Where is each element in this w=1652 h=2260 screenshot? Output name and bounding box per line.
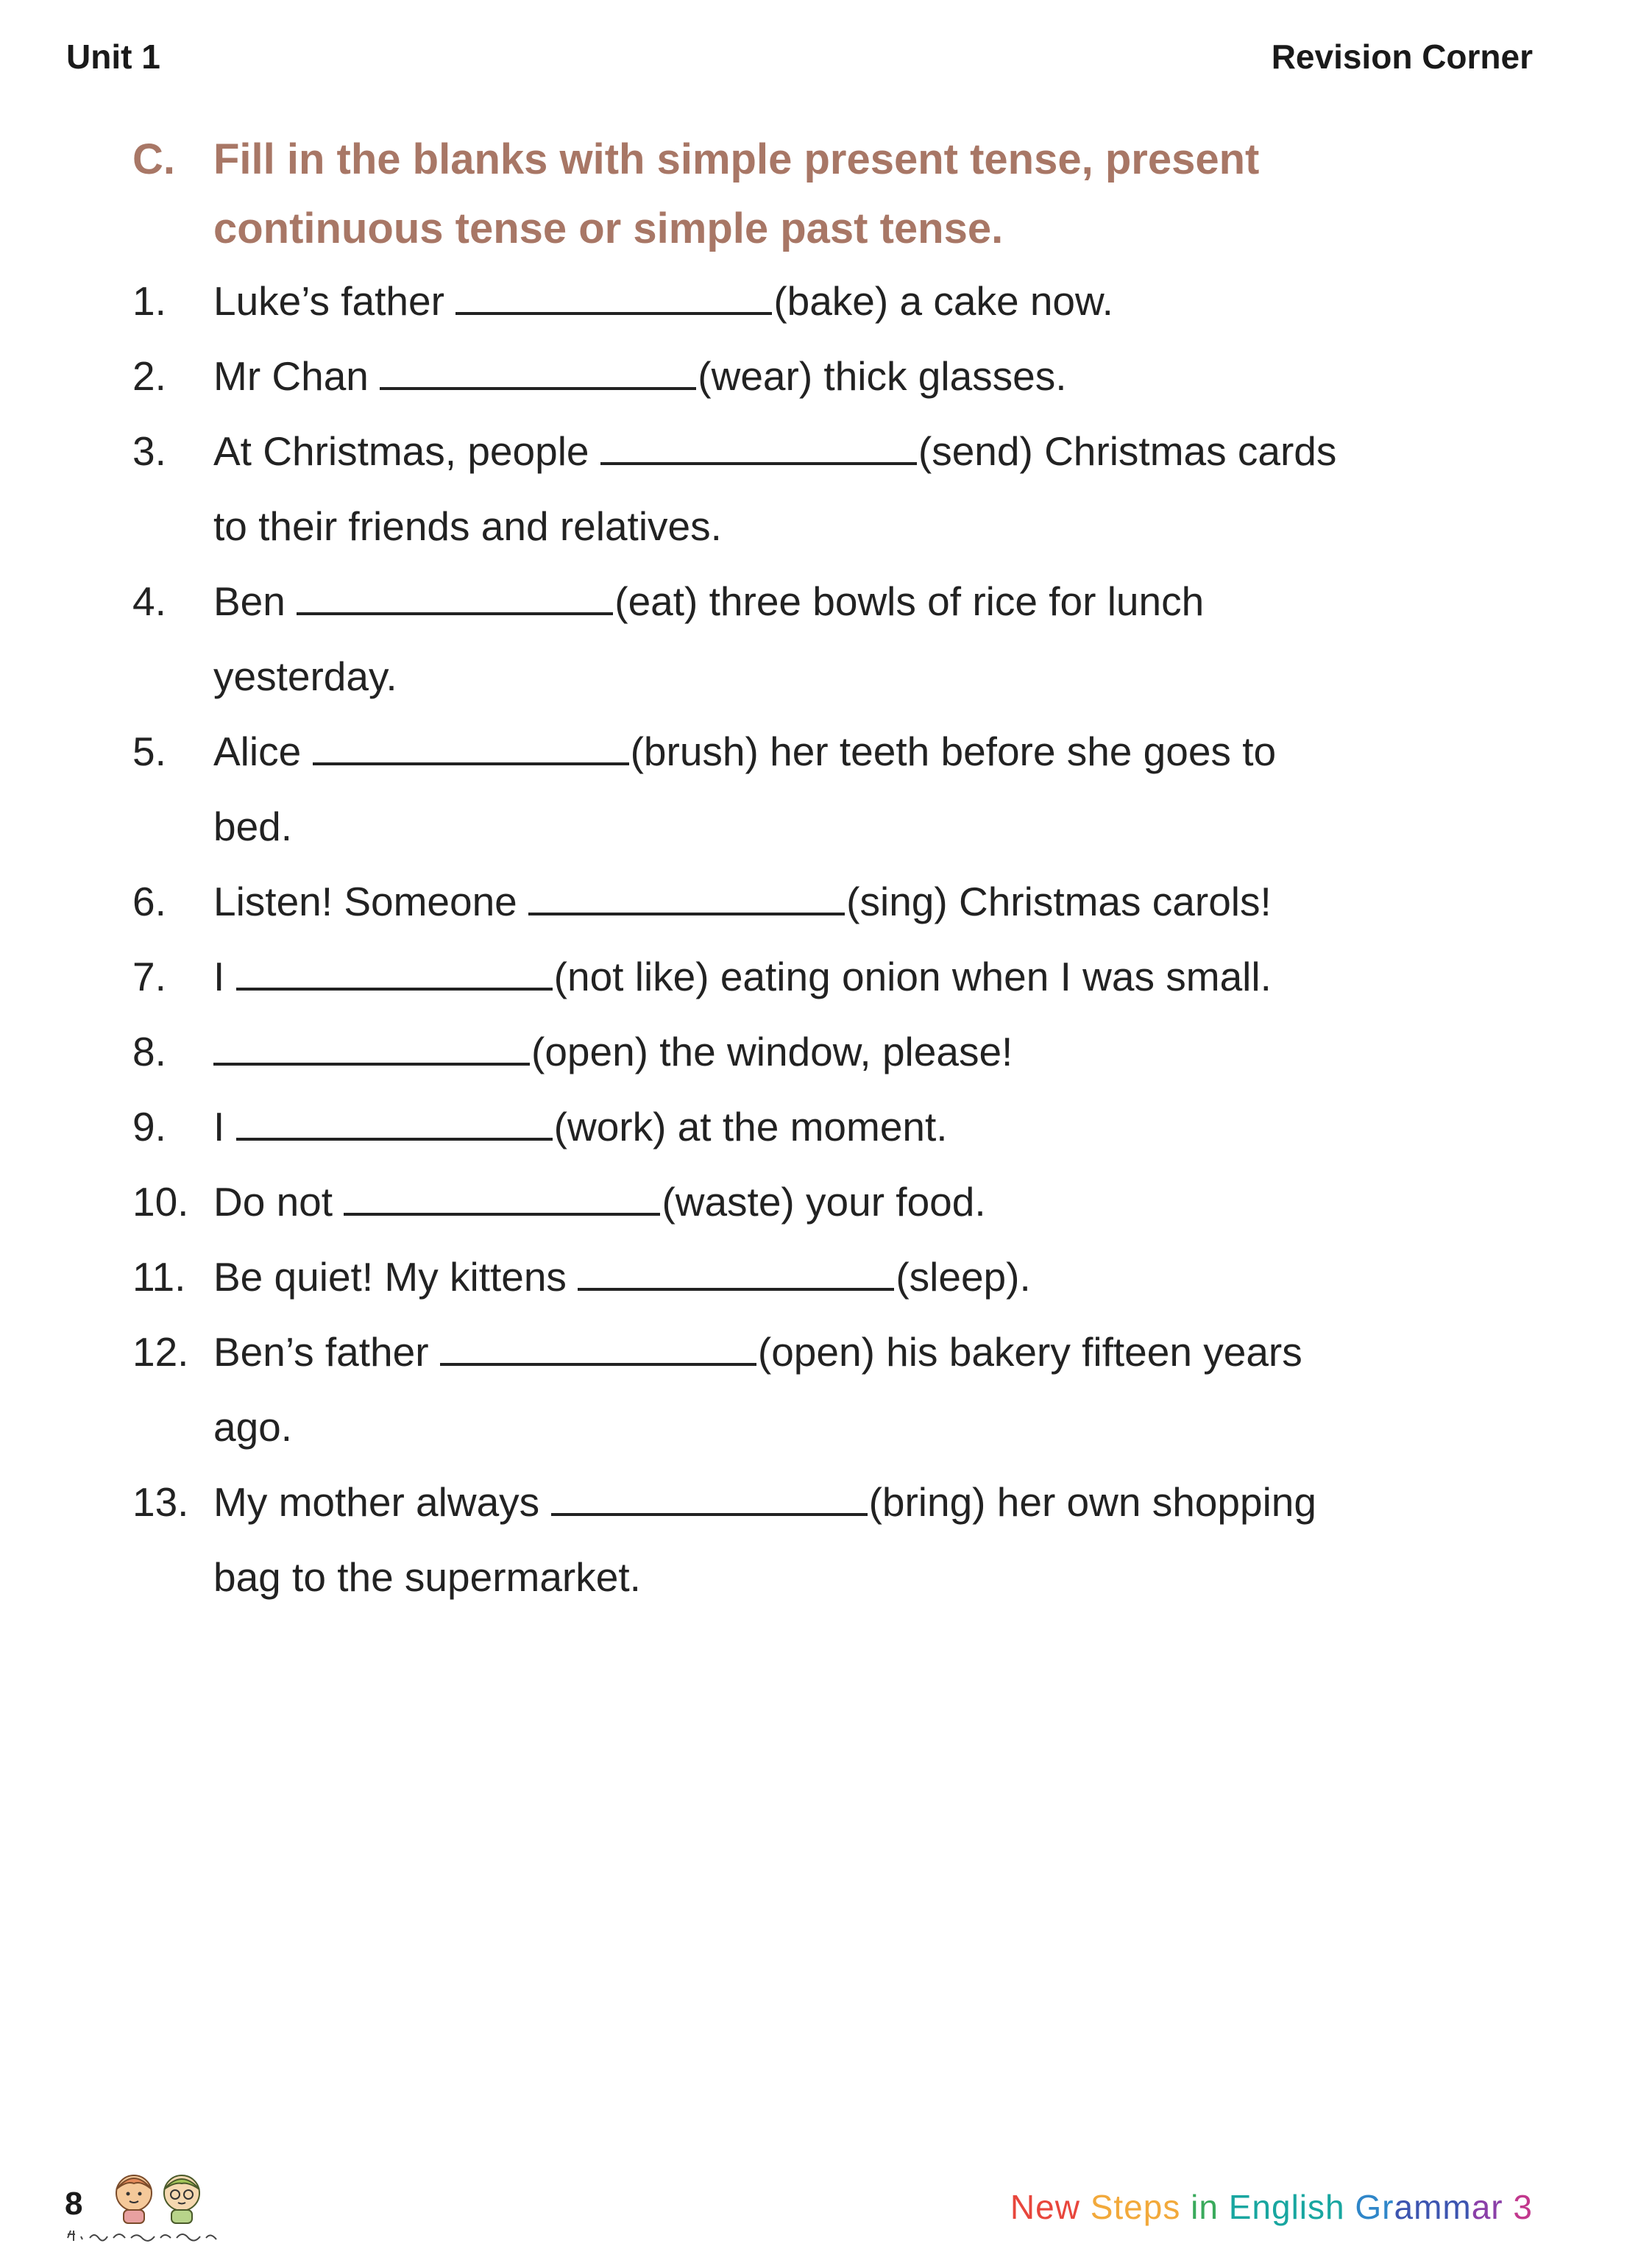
answer-blank[interactable]	[297, 575, 613, 615]
question-item	[132, 1089, 1531, 1164]
question-item	[132, 339, 1531, 414]
question-number: 6.	[132, 879, 166, 924]
question-item	[132, 939, 1531, 1014]
answer-blank[interactable]	[600, 425, 917, 465]
question-text-after: (brush) her teeth before she goes to	[630, 729, 1277, 774]
question-text-before: Mr Chan	[213, 353, 369, 399]
series-title	[1010, 2187, 1533, 2227]
question-text-after: (open) his bakery fifteen years	[757, 1329, 1302, 1375]
exercise-section	[132, 125, 1531, 1615]
question-text-after: (sleep).	[896, 1254, 1031, 1300]
question-item	[132, 714, 1531, 789]
answer-blank[interactable]	[380, 350, 696, 390]
question-number: 1.	[132, 278, 166, 324]
question-number: 12.	[132, 1329, 189, 1375]
series-title-part: New	[1010, 2188, 1080, 2226]
question-continuation	[132, 789, 1531, 864]
boy-face-icon	[164, 2175, 199, 2223]
question-number: 10.	[132, 1179, 189, 1225]
question-number: 11.	[132, 1254, 186, 1300]
answer-blank[interactable]	[455, 275, 772, 315]
question-text-before: Ben	[213, 578, 286, 624]
question-item	[132, 1014, 1531, 1089]
series-title-part: amm	[1394, 2188, 1472, 2226]
question-number: 5.	[132, 729, 166, 774]
question-item	[132, 1239, 1531, 1314]
answer-blank[interactable]	[578, 1251, 894, 1291]
question-text-before: Do not	[213, 1179, 333, 1225]
exercise-title	[132, 125, 1531, 263]
question-text-before: Luke’s father	[213, 278, 444, 324]
series-title-part: Steps	[1090, 2188, 1181, 2226]
question-item	[132, 1464, 1531, 1540]
answer-blank[interactable]	[528, 876, 845, 915]
exercise-letter: C.	[132, 135, 175, 183]
question-text-after: (eat) three bowls of rice for lunch	[614, 578, 1205, 624]
mascot-logo	[60, 2167, 230, 2248]
question-text-before: Ben’s father	[213, 1329, 429, 1375]
series-title-part: ar	[1471, 2188, 1503, 2226]
series-title-part: English	[1228, 2188, 1345, 2226]
question-text-after: (bake) a cake now.	[773, 278, 1113, 324]
question-number: 2.	[132, 353, 166, 399]
question-text-after: (sing) Christmas carols!	[846, 879, 1272, 924]
question-text: to their friends and relatives.	[213, 503, 722, 549]
question-text-before: I	[213, 954, 225, 999]
question-text-after: (bring) her own shopping	[868, 1479, 1316, 1525]
question-text-before: Be quiet! My kittens	[213, 1254, 567, 1300]
question-text-before: My mother always	[213, 1479, 540, 1525]
answer-blank[interactable]	[236, 1101, 553, 1141]
question-number: 4.	[132, 578, 166, 624]
answer-blank[interactable]	[236, 951, 553, 991]
question-continuation	[132, 1389, 1531, 1464]
series-title-part: 3	[1513, 2188, 1533, 2226]
answer-blank[interactable]	[551, 1476, 868, 1516]
question-item	[132, 564, 1531, 639]
question-text-before: Listen! Someone	[213, 879, 517, 924]
question-item	[132, 414, 1531, 489]
question-text-after: (open) the window, please!	[531, 1029, 1013, 1074]
question-text-before: At Christmas, people	[213, 428, 589, 474]
answer-blank[interactable]	[440, 1326, 756, 1366]
question-item	[132, 1164, 1531, 1239]
question-text: yesterday.	[213, 653, 397, 699]
series-title-part: in	[1191, 2188, 1219, 2226]
instruction-line-1: Fill in the blanks with simple present tense, present	[213, 135, 1260, 183]
question-text-after: (not like) eating onion when I was small.	[553, 954, 1272, 999]
question-text-before: I	[213, 1104, 225, 1150]
question-text-before: Alice	[213, 729, 302, 774]
question-text: ago.	[213, 1404, 293, 1450]
girl-face-icon	[116, 2175, 152, 2223]
answer-blank[interactable]	[344, 1176, 660, 1216]
question-text: bag to the supermarket.	[213, 1554, 641, 1600]
question-continuation	[132, 639, 1531, 714]
instruction-line-2: continuous tense or simple past tense.	[213, 205, 1004, 252]
question-text: bed.	[213, 804, 293, 849]
page-number: 8	[65, 2186, 83, 2222]
question-continuation	[132, 1540, 1531, 1615]
question-number: 13.	[132, 1479, 189, 1525]
question-number: 9.	[132, 1104, 166, 1150]
question-text-after: (work) at the moment.	[553, 1104, 948, 1150]
question-item	[132, 864, 1531, 939]
question-item	[132, 1314, 1531, 1389]
answer-blank[interactable]	[313, 726, 629, 765]
question-item	[132, 263, 1531, 339]
question-text-after: (waste) your food.	[662, 1179, 986, 1225]
answer-blank[interactable]	[213, 1026, 530, 1066]
section-label: Revision Corner	[1271, 38, 1533, 76]
question-number: 3.	[132, 428, 166, 474]
unit-label: Unit 1	[66, 38, 160, 76]
question-text-after: (send) Christmas cards	[918, 428, 1337, 474]
question-continuation	[132, 489, 1531, 564]
question-number: 8.	[132, 1029, 166, 1074]
question-list	[132, 263, 1531, 1615]
question-text-after: (wear) thick glasses.	[698, 353, 1067, 399]
question-number: 7.	[132, 954, 166, 999]
series-title-part: Gr	[1355, 2188, 1394, 2226]
